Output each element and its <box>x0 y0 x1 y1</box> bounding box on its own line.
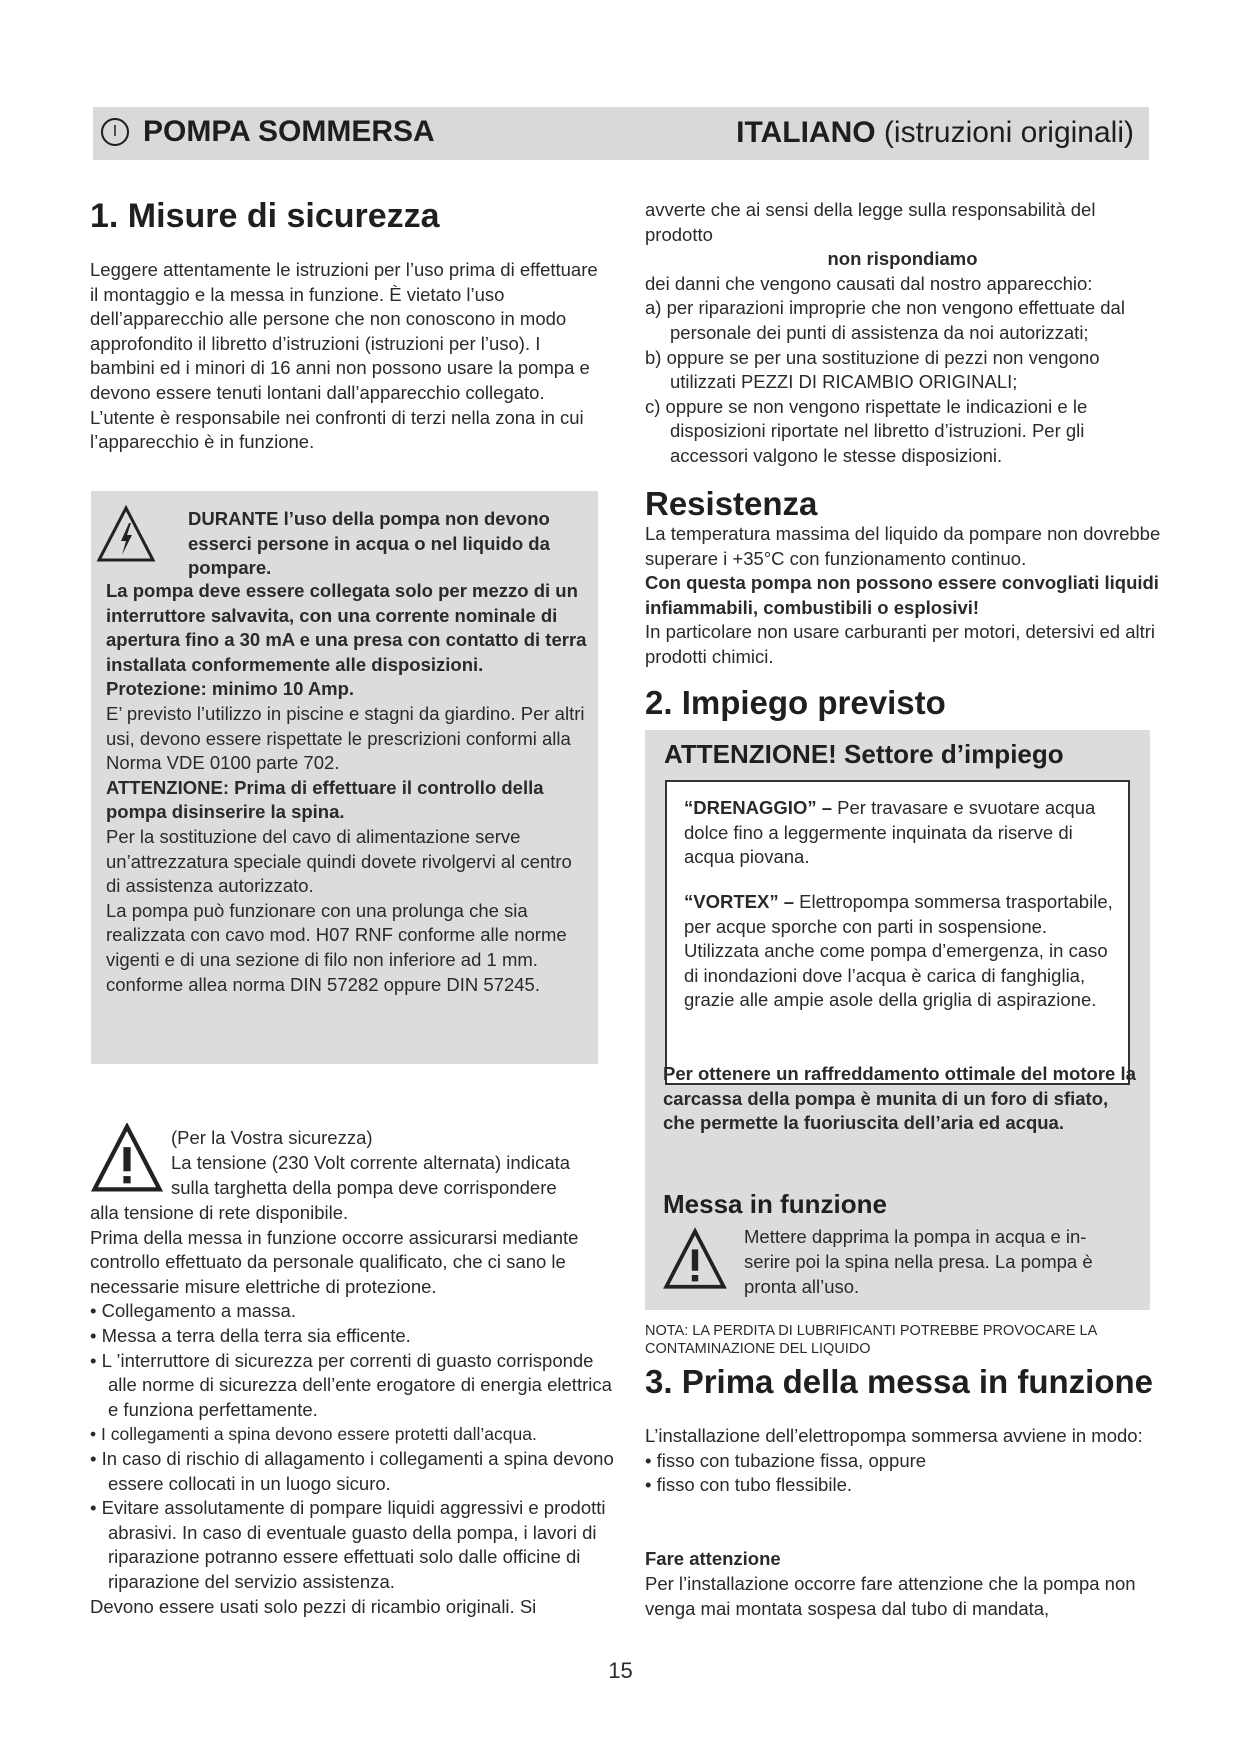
list-item: • I collegamenti a spina devono essere protetti dall’acqua. <box>90 1424 537 1445</box>
page-title: POMPA SOMMERSA <box>143 115 435 148</box>
list-item: • Messa a terra della terra sia efficente. <box>90 1324 411 1346</box>
safety-line: sulla targhetta della pompa deve corrispondere <box>171 1177 557 1198</box>
language-badge-icon: I <box>101 118 129 146</box>
list-item: • fisso con tubo flessibile. <box>645 1474 852 1496</box>
language-name: ITALIANO <box>736 116 876 149</box>
list-item: • Evitare assolutamente di pompare liquidi aggressivi e prodotti abrasivi. In caso di eventuale guasto della pompa, i lavori di riparazione potranno essere effettuati solo dalle officine di riparazione del servizio assistenza. <box>90 1497 606 1592</box>
section-heading-prima: 3. Prima della messa in funzione <box>645 1363 1154 1400</box>
list-item: • In caso di rischio di allagamento i collegamenti a spina devono essere collocati in un luogo sicuro. <box>90 1447 614 1494</box>
section-heading-impiego: 2. Impiego previsto <box>645 684 946 721</box>
usage-box-heading: ATTENZIONE! Settore d’impiego <box>664 739 1064 769</box>
fare-attenzione-heading: Fare attenzione <box>645 1548 781 1569</box>
intro-paragraph: Leggere attentamente le istruzioni per l’uso prima di effettuare il montaggio e la messa in funzione. È vietato l’uso dell’apparecchio alle persone che non conoscono in modo approfondito il libretto d’istruzioni (istruzioni per l’uso). I bambini ed i minori di 16 anni non possono usare la pompa e devono essere tenuti lontani dall’apparecchio collegato. <box>90 259 598 403</box>
electric-hazard-icon <box>96 505 156 563</box>
section-heading-resistenza: Resistenza <box>645 485 818 522</box>
drenaggio-text <box>684 796 1124 870</box>
messa-line: Mettere dapprima la pompa in acqua e in- <box>744 1226 1087 1247</box>
safety-section <box>90 1201 620 1619</box>
safety-line: (Per la Vostra sicurezza) <box>171 1127 373 1148</box>
list-item: • fisso con tubazione fissa, oppure <box>645 1449 927 1471</box>
warning-bold-text: Protezione: minimo 10 Amp. <box>106 678 355 700</box>
installation-section <box>645 1424 1165 1498</box>
safety-line: alla tensione di rete disponibile. <box>90 1202 349 1223</box>
list-item: a) per riparazioni improprie che non vengono effettuate dal personale dei punti di assistenza da noi autorizzati; <box>645 297 1125 343</box>
list-item: • L ’interruttore di sicurezza per correnti di guasto corrisponde alle norme di sicurezza dell’ente erogatore di energia elettrica e funziona perfettamente. <box>90 1349 612 1420</box>
resistenza-section <box>645 522 1165 670</box>
page-header <box>93 107 1149 160</box>
warning-body <box>106 579 591 997</box>
drenaggio-label: “DRENAGGIO” – <box>684 797 833 818</box>
warning-box <box>91 491 598 1064</box>
drenaggio-description: Per travasare e svuotare acqua dolce fino a leggermente inquinata da riserve di acqua piovana. <box>684 797 1096 868</box>
warning-text: Per la sostituzione del cavo di alimentazione serve un’attrezzatura speciale quindi dovete rivolgervi al centro di assistenza autorizzato. <box>106 825 572 897</box>
vortex-label: “VORTEX” – <box>684 891 794 912</box>
liability-text: dei danni che vengono causati dal nostro apparecchio: <box>645 272 1093 294</box>
safety-line: La tensione (230 Volt corrente alternata) indicata <box>171 1152 571 1173</box>
language-label <box>736 116 1134 150</box>
fare-attenzione-text: Per l’installazione occorre fare attenzione che la pompa non venga mai montata sospesa dal tubo di mandata, <box>645 1573 1136 1619</box>
warning-icon <box>663 1227 727 1291</box>
header-title-group <box>101 115 435 149</box>
resistenza-text: La temperatura massima del liquido da pompare non dovrebbe superare i +35°C con funzionamento continuo. <box>645 523 1161 569</box>
safety-paragraph: Prima della messa in funzione occorre assicurarsi mediante controllo effettuato da personale qualificato, che ci sano le necessarie misure elettriche di protezione. <box>90 1226 579 1297</box>
resistenza-bold: Con questa pompa non possono essere convogliati liquidi infiammabili, combustibili o esplosivi! <box>645 572 1159 618</box>
messa-heading: Messa in funzione <box>663 1189 887 1219</box>
liability-bold: non rispondiamo <box>827 248 978 270</box>
list-item: c) oppure se non vengono rispettate le indicazioni e le disposizioni riportate nel libretto d’istruzioni. Per gli accessori valgono le stesse disposizioni. <box>645 395 1088 466</box>
messa-line: pronta all’uso. <box>744 1276 860 1297</box>
cooling-note: Per ottenere un raffreddamento ottimale del motore la carcassa della pompa è munita di un foro di sfiato, che permette la fuoriuscita dell’aria ed acqua. <box>663 1063 1136 1134</box>
warning-bold-text: ATTENZIONE: Prima di effettuare il controllo della pompa disinserire la spina. <box>106 776 544 823</box>
usage-box <box>645 730 1150 1310</box>
safety-intro <box>90 258 610 455</box>
vortex-description: Elettropompa sommersa trasportabile, per acque sporche con parti in sospensione. Utilizzata anche come pompa d’emergenza, in caso di inondazioni dove l’acqua è carica di fanghiglia, grazie alle ampie asole della griglia di aspirazione. <box>684 891 1113 1011</box>
messa-line: serire poi la spina nella presa. La pompa è <box>744 1251 1093 1272</box>
warning-bold-text: La pompa deve essere collegata solo per mezzo di un interruttore salvavita, con una corrente nominale di apertura fino a 30 mA e una presa con contatto di terra installata conformemente alle disposizioni. <box>106 580 587 675</box>
language-note: (istruzioni originali) <box>875 116 1134 149</box>
warning-text: La pompa può funzionare con una prolunga che sia realizzata con cavo mod. H07 RNF conforme alle norme vigenti e di una sezione di filo non inferiore ad 1 mm. conforme allea norma DIN 57282 oppure DIN 57245. <box>106 899 567 995</box>
warning-text: E’ previsto l’utilizzo in piscine e stagni da giardino. Per altri usi, devono essere rispettate le prescrizioni conformi alla Norma VDE 0100 parte 702. <box>106 702 585 774</box>
warning-icon <box>90 1123 164 1193</box>
page-number: 15 <box>608 1658 633 1683</box>
section-heading-safety: 1. Misure di sicurezza <box>90 197 440 235</box>
usage-types-box <box>665 780 1130 1085</box>
list-item: b) oppure se per una sostituzione di pezzi non vengono utilizzati PEZZI DI RICAMBIO ORIGINALI; <box>645 346 1100 393</box>
warning-first-text: DURANTE l’uso della pompa non devono esserci persone in acqua o nel liquido da pompare. <box>188 508 550 579</box>
liability-section <box>645 198 1160 469</box>
resistenza-text: In particolare non usare carburanti per motori, detersivi ed altri prodotti chimici. <box>645 621 1156 667</box>
intro-paragraph: L’utente è responsabile nei confronti di terzi nella zona in cui l’apparecchio è in funzione. <box>90 406 584 453</box>
list-item: • Collegamento a massa. <box>90 1300 296 1322</box>
vortex-text <box>684 890 1124 1013</box>
safety-last-line: Devono essere usati solo pezzi di ricambio originali. Si <box>90 1595 537 1617</box>
installation-text: L’installazione dell’elettropompa sommersa avviene in modo: <box>645 1425 1143 1446</box>
liability-text: avverte che ai sensi della legge sulla responsabilità del prodotto <box>645 199 1096 245</box>
lubricant-note: NOTA: LA PERDITA DI LUBRIFICANTI POTREBBE PROVOCARE LA CONTAMINAZIONE DEL LIQUIDO <box>645 1323 1097 1357</box>
